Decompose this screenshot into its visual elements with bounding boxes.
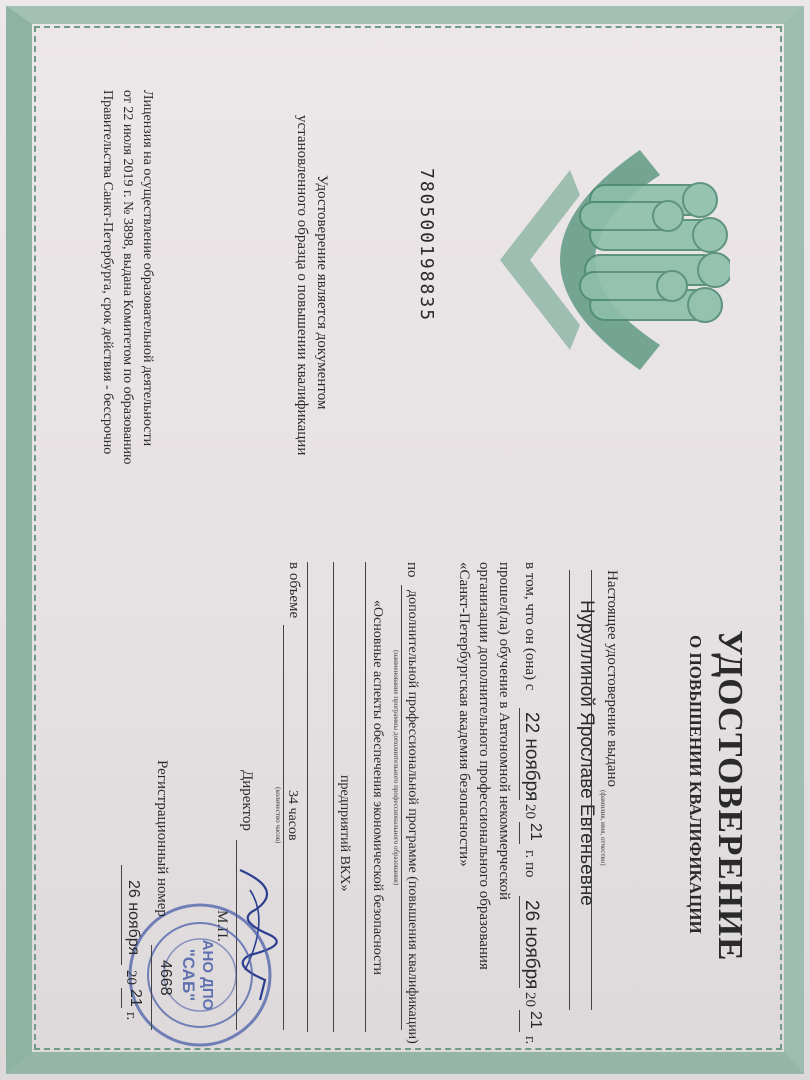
start-year: 21 [527, 823, 544, 841]
certificate-title: УДОСТОВЕРЕНИЕ [711, 630, 750, 962]
stamp-center-line-1: АНО ДПО [199, 939, 216, 1011]
start-year-line [519, 822, 520, 844]
organization-stamp [125, 900, 275, 1050]
end-day-month: 26 ноября [521, 900, 542, 990]
director-label: Директор [239, 770, 255, 831]
recipient-name: Нуруллиной Ярославе Евгеньевне [576, 600, 597, 906]
license-line-2: от 22 июля 2019 г. № 3898, выдана Комитетом по образованию [120, 90, 135, 465]
year-prefix-2: 20 [522, 992, 538, 1007]
program-blank-line [307, 562, 308, 1032]
volume-value: 34 часов [285, 790, 300, 841]
program-name-line-b [333, 562, 334, 1032]
program-prefix: по [404, 562, 420, 578]
issue-day-month: 26 ноября [125, 880, 142, 956]
study-line-3: «Санкт-Петербургская академия безопасности» [456, 562, 472, 867]
program-caption: (наименование программы дополнительного профессионального образования) [392, 650, 400, 886]
reg-label: Регистрационный номер [154, 760, 170, 917]
period-prefix: в том, что он (она) с [522, 562, 538, 691]
year-suffix-1: г. по [522, 850, 538, 878]
year-prefix-1: 20 [522, 804, 538, 819]
program-name-line [365, 562, 366, 1032]
license-line-3: Правительства Санкт-Петербурга, срок действия - бессрочно [100, 90, 115, 455]
program-type-line [401, 585, 402, 1030]
volume-caption: (количество часов) [274, 787, 282, 844]
study-line-1: прошел(ла) обучение в Автономной некоммерческой [496, 562, 512, 901]
end-date-line [519, 896, 520, 988]
issue-year-suffix: г. [123, 1012, 139, 1021]
certificate-subtitle: О ПОВЫШЕНИИ КВАЛИФИКАЦИИ [686, 635, 705, 934]
reg-number: 4668 [157, 960, 174, 996]
start-day-month: 22 ноября [521, 712, 542, 802]
issue-date-line [121, 865, 122, 965]
stamp-place-label: М.П. [214, 910, 230, 942]
program-name-line-1: «Основные аспекты обеспечения экономической безопасности [370, 600, 385, 975]
end-year: 21 [527, 1011, 544, 1029]
license-line-1: Лицензия на осуществление образовательной деятельности [140, 90, 155, 447]
volume-label: в объеме [286, 562, 302, 619]
year-suffix-2: г. [522, 1036, 538, 1045]
study-line-2: организации дополнительного профессионального образования [476, 562, 492, 970]
academy-logo [480, 130, 730, 390]
program-name-line-2: предприятий ВКХ» [337, 775, 352, 892]
issue-year-line [121, 988, 122, 1008]
name-caption: (фамилия, имя, отчество) [599, 790, 607, 866]
program-type: дополнительной профессиональной программе (повышения квалификации) [405, 590, 420, 1044]
reg-line [151, 945, 152, 1030]
issue-year: 21 [127, 989, 144, 1007]
name-line-2 [569, 570, 570, 1010]
note-line-2: установленного образца о повышении квалификации [294, 115, 310, 456]
start-date-line [519, 708, 520, 800]
note-line-1: Удостоверение является документом [314, 175, 330, 410]
end-year-line [519, 1010, 520, 1032]
serial-number: 780500198835 [416, 168, 437, 323]
stamp-center-line-2: "САБ" [179, 948, 198, 1002]
issue-year-prefix: 20 [123, 970, 139, 985]
issued-label: Настоящее удостоверение выдано [604, 570, 620, 788]
